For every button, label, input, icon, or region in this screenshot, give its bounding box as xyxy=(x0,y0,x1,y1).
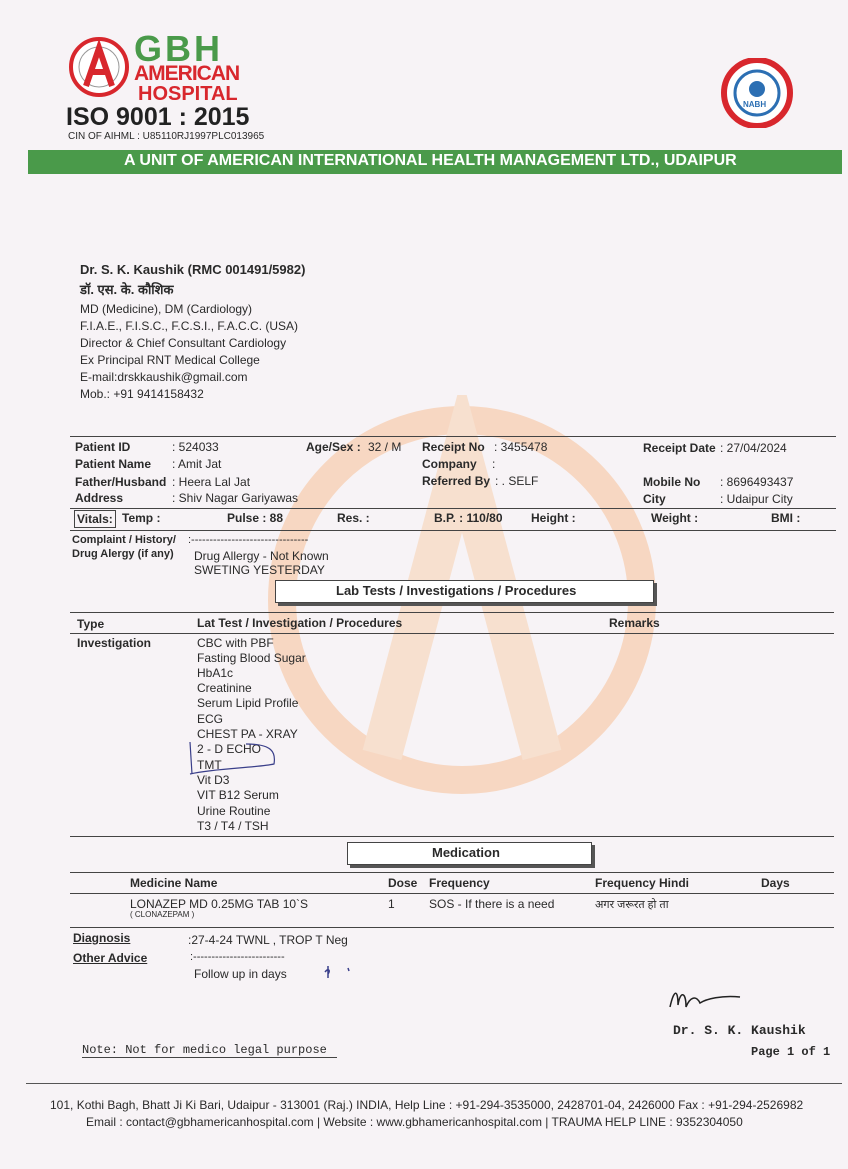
medication-header-top-divider xyxy=(70,872,834,873)
footer-address: 101, Kothi Bagh, Bhatt Ji Ki Bari, Udaipur - 313001 (Raj.) INDIA, Help Line : +91-294-3535000, 2428701-04, 2426000 Fax : +91-294-2526982 xyxy=(50,1098,804,1112)
hospital-logo-icon xyxy=(68,36,130,98)
signature-name: Dr. S. K. Kaushik xyxy=(673,1023,806,1038)
agesex-label: Age/Sex : xyxy=(306,440,361,454)
footer-divider xyxy=(26,1083,842,1084)
brand-american: AMERICAN xyxy=(134,62,240,85)
patient-top-divider xyxy=(70,436,836,437)
legal-note-underline xyxy=(82,1057,337,1058)
lab-test-item: VIT B12 Serum xyxy=(197,788,279,802)
lab-header-bottom-divider xyxy=(70,633,834,634)
brand-gbh: GBH xyxy=(134,28,223,69)
nabh-text: NABH xyxy=(743,100,767,109)
vitals-res: Res. : xyxy=(337,511,370,525)
receipt-value: : 3455478 xyxy=(494,440,548,454)
other-advice-dashes: :------------------------- xyxy=(190,951,285,963)
vitals-top-divider xyxy=(70,508,836,509)
lab-test-item: CBC with PBF xyxy=(197,636,274,650)
doctor-fellowships: F.I.A.E., F.I.S.C., F.C.S.I., F.A.C.C. (USA) xyxy=(80,319,299,333)
signature-icon xyxy=(666,985,746,1015)
address-label: Address xyxy=(75,491,124,505)
doctor-position: Director & Chief Consultant Cardiology xyxy=(80,336,287,350)
vitals-temp: Temp : xyxy=(122,511,161,525)
receipt-date-label: Receipt Date xyxy=(643,441,716,455)
receipt-date-value: : 27/04/2024 xyxy=(720,441,787,455)
other-advice-label: Other Advice xyxy=(73,951,148,965)
med-row-generic: ( CLONAZEPAM ) xyxy=(130,910,195,919)
page-number: Page 1 of 1 xyxy=(751,1045,831,1059)
city-label: City xyxy=(643,492,666,506)
med-row-frequency-hindi: अगर जरूरत हो ता xyxy=(595,899,669,911)
city-value: : Udaipur City xyxy=(720,492,793,506)
doctor-ex-position: Ex Principal RNT Medical College xyxy=(80,353,260,367)
followup-text: Follow up in days xyxy=(194,967,287,981)
medication-bottom-divider xyxy=(70,927,834,928)
lab-test-item: Urine Routine xyxy=(197,804,271,818)
lab-test-item: T3 / T4 / TSH xyxy=(197,819,269,833)
doctor-name-hindi: डॉ. एस. के. कौशिक xyxy=(80,282,174,297)
referred-label: Referred By xyxy=(422,474,491,488)
complaint-line-2: SWETING YESTERDAY xyxy=(194,563,325,577)
lab-test-item: HbA1c xyxy=(197,666,234,680)
legal-note: Note: Not for medico legal purpose xyxy=(82,1043,327,1057)
vitals-weight: Weight : xyxy=(651,511,699,525)
lab-type-value: Investigation xyxy=(77,636,152,650)
med-col-days: Days xyxy=(761,876,790,890)
mobile-value: : 8696493437 xyxy=(720,475,794,489)
agesex-value: 32 / M xyxy=(368,440,402,454)
doctor-degree: MD (Medicine), DM (Cardiology) xyxy=(80,302,253,316)
med-row-name: LONAZEP MD 0.25MG TAB 10`S xyxy=(130,897,309,911)
vitals-bp: B.P. : 110/80 xyxy=(434,511,503,525)
doctor-email: E-mail:drskkaushik@gmail.com xyxy=(80,370,248,384)
footer-contact: Email : contact@gbhamericanhospital.com | Website : www.gbhamericanhospital.com | TRAUMA HELP LINE : 9352304050 xyxy=(86,1115,743,1129)
med-row-frequency: SOS - If there is a need xyxy=(429,897,555,911)
father-label: Father/Husband xyxy=(75,475,167,489)
diagnosis-value: :27-4-24 TWNL , TROP T Neg xyxy=(188,933,348,947)
med-col-frequency: Frequency xyxy=(429,876,490,890)
iso-title: ISO 9001 : 2015 xyxy=(66,103,250,131)
diagnosis-label: Diagnosis xyxy=(73,931,131,945)
doctor-mobile: Mob.: +91 9414158432 xyxy=(80,387,204,401)
patient-id-value: : 524033 xyxy=(172,440,219,454)
medication-header-bottom-divider xyxy=(70,893,834,894)
address-value: : Shiv Nagar Gariyawas xyxy=(172,491,299,505)
company-value: : xyxy=(492,457,496,471)
vitals-bmi: BMI : xyxy=(771,511,801,525)
father-value: : Heera Lal Jat xyxy=(172,475,251,489)
mobile-label: Mobile No xyxy=(643,475,701,489)
vitals-height: Height : xyxy=(531,511,576,525)
lab-test-item: Fasting Blood Sugar xyxy=(197,651,306,665)
med-col-dose: Dose xyxy=(388,876,418,890)
lab-test-item: TMT xyxy=(197,758,222,772)
vitals-label: Vitals: xyxy=(74,510,116,528)
doctor-name: Dr. S. K. Kaushik (RMC 001491/5982) xyxy=(80,262,306,277)
brand-hospital: HOSPITAL xyxy=(138,83,238,105)
lab-test-item: Vit D3 xyxy=(197,773,230,787)
med-col-frequency-hindi: Frequency Hindi xyxy=(595,876,690,890)
med-row-dose: 1 xyxy=(388,897,395,911)
lab-header-top-divider xyxy=(70,612,834,613)
patient-name-label: Patient Name xyxy=(75,457,152,471)
lab-bottom-divider xyxy=(70,836,834,837)
patient-name-value: : Amit Jat xyxy=(172,457,222,471)
vitals-pulse: Pulse : 88 xyxy=(227,511,284,525)
referred-value: : . SELF xyxy=(495,474,539,488)
complaint-dashes: :-------------------------------- xyxy=(188,534,309,546)
patient-id-label: Patient ID xyxy=(75,440,131,454)
lab-test-item: Creatinine xyxy=(197,681,252,695)
handwritten-mark-icon xyxy=(186,738,278,778)
receipt-label: Receipt No xyxy=(422,440,485,454)
vitals-bottom-divider xyxy=(70,530,836,531)
lab-col-test: Lat Test / Investigation / Procedures xyxy=(197,616,403,630)
lab-test-item: 2 - D ECHO xyxy=(197,742,262,756)
drug-allergy-label: Drug Alergy (if any) xyxy=(72,548,174,560)
medication-title: Medication xyxy=(432,845,500,860)
company-label: Company xyxy=(422,457,477,471)
cin-text: CIN OF AIHML : U85110RJ1997PLC013965 xyxy=(68,131,265,142)
banner-text: A UNIT OF AMERICAN INTERNATIONAL HEALTH MANAGEMENT LTD., UDAIPUR xyxy=(124,152,737,169)
complaint-label: Complaint / History/ xyxy=(72,534,176,546)
complaint-line-1: Drug Allergy - Not Known xyxy=(194,549,329,563)
handwritten-tick-icon xyxy=(322,962,352,982)
nabh-seal-icon xyxy=(716,58,798,128)
lab-col-remarks: Remarks xyxy=(609,616,660,630)
lab-test-item: ECG xyxy=(197,712,224,726)
lab-section-title: Lab Tests / Investigations / Procedures xyxy=(336,583,577,598)
lab-col-type: Type xyxy=(77,617,105,631)
med-col-name: Medicine Name xyxy=(130,876,218,890)
lab-test-item: CHEST PA - XRAY xyxy=(197,727,298,741)
lab-test-item: Serum Lipid Profile xyxy=(197,696,299,710)
